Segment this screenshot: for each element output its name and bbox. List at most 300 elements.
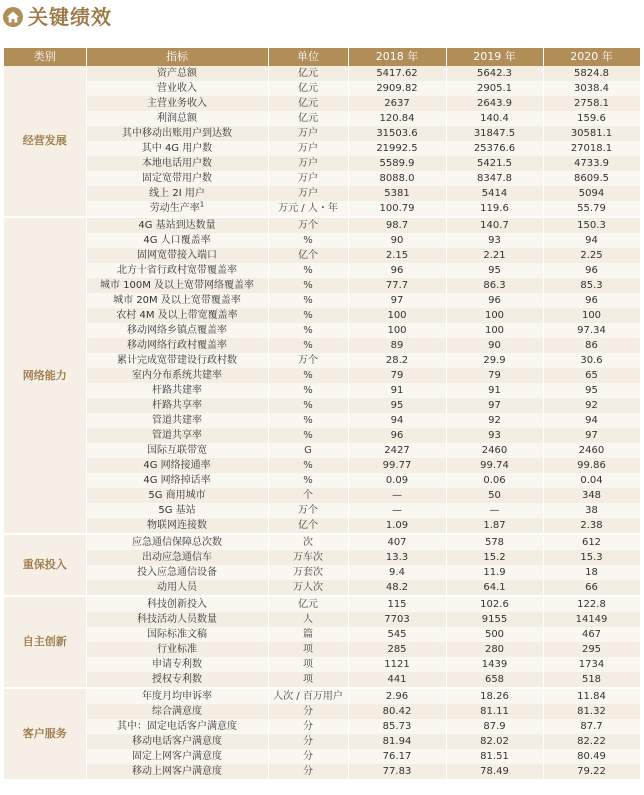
header-row [4, 48, 640, 66]
unit-cell: 分 [268, 704, 348, 719]
value-cell-2018: 48.2 [348, 580, 446, 596]
indicator-label: 国际互联带宽 [147, 444, 207, 456]
title-bar [0, 0, 644, 36]
value-cell-2019: 25376.6 [446, 141, 543, 156]
indicator-cell [86, 278, 268, 293]
unit-cell: % [268, 263, 348, 278]
value-cell-2020: 14149 [543, 612, 640, 627]
value-cell-2020: 30581.1 [543, 126, 640, 141]
indicator-cell [86, 518, 268, 534]
value-cell-2020: 8609.5 [543, 171, 640, 186]
value-cell-2018: 80.42 [348, 704, 446, 719]
value-cell-2020: 38 [543, 503, 640, 518]
value-cell-2019: 97 [446, 398, 543, 413]
value-cell-2020: 1734 [543, 657, 640, 672]
value-cell-2019: 100 [446, 308, 543, 323]
value-cell-2018: 100.79 [348, 201, 446, 217]
indicator-label: 杆路共建率 [152, 384, 202, 396]
value-cell-2019: 90 [446, 338, 543, 353]
value-cell-2020: 94 [543, 413, 640, 428]
value-cell-2018: 2909.82 [348, 81, 446, 96]
value-cell-2018: — [348, 488, 446, 503]
unit-cell: 项 [268, 672, 348, 688]
value-cell-2019: 29.9 [446, 353, 543, 368]
value-cell-2020: 518 [543, 672, 640, 688]
value-cell-2019: 79 [446, 368, 543, 383]
table-row [4, 657, 640, 672]
table-row [4, 66, 640, 81]
value-cell-2018: 1.09 [348, 518, 446, 534]
unit-cell: 次 [268, 534, 348, 550]
unit-cell: 万个 [268, 217, 348, 233]
value-cell-2019: 500 [446, 627, 543, 642]
value-cell-2019: 658 [446, 672, 543, 688]
value-cell-2019: 81.11 [446, 704, 543, 719]
value-cell-2019: 96 [446, 293, 543, 308]
value-cell-2020: 122.8 [543, 596, 640, 612]
table-row [4, 627, 640, 642]
value-cell-2020: 150.3 [543, 217, 640, 233]
unit-cell: % [268, 338, 348, 353]
value-cell-2019: 95 [446, 263, 543, 278]
table-row [4, 217, 640, 233]
unit-cell: 个 [268, 488, 348, 503]
value-cell-2019: 2905.1 [446, 81, 543, 96]
indicator-label: 管道共建率 [152, 414, 202, 426]
value-cell-2019: 1.87 [446, 518, 543, 534]
value-cell-2018: 96 [348, 263, 446, 278]
value-cell-2020: 86 [543, 338, 640, 353]
table-row [4, 248, 640, 263]
value-cell-2020: 87.7 [543, 719, 640, 734]
value-cell-2018: 90 [348, 233, 446, 248]
indicator-label: 劳动生产率 [149, 202, 200, 214]
value-cell-2020: 27018.1 [543, 141, 640, 156]
indicator-label: 城市 100M 及以上宽带网络覆盖率 [99, 279, 255, 291]
value-cell-2018: 99.77 [348, 458, 446, 473]
indicator-cell [86, 323, 268, 338]
indicator-cell [86, 126, 268, 141]
value-cell-2020: 96 [543, 293, 640, 308]
table-row [4, 704, 640, 719]
indicator-cell [86, 233, 268, 248]
value-cell-2020: 5824.8 [543, 66, 640, 81]
table-row [4, 428, 640, 443]
table-row [4, 141, 640, 156]
table-row [4, 688, 640, 704]
unit-cell: 万户 [268, 126, 348, 141]
table-row [4, 473, 640, 488]
table-row [4, 596, 640, 612]
value-cell-2018: 7703 [348, 612, 446, 627]
value-cell-2019: 100 [446, 323, 543, 338]
indicator-cell [86, 111, 268, 126]
value-cell-2019: 2.21 [446, 248, 543, 263]
value-cell-2018: 2637 [348, 96, 446, 111]
kpi-table [4, 48, 641, 781]
value-cell-2019: 2643.9 [446, 96, 543, 111]
value-cell-2019: 140.4 [446, 111, 543, 126]
indicator-cell [86, 383, 268, 398]
value-cell-2019: 5421.5 [446, 156, 543, 171]
value-cell-2019: 99.74 [446, 458, 543, 473]
indicator-label: 4G 人口覆盖率 [143, 234, 211, 246]
value-cell-2019: 8347.8 [446, 171, 543, 186]
indicator-cell [86, 66, 268, 81]
indicator-cell [86, 627, 268, 642]
table-row [4, 719, 640, 734]
indicator-cell [86, 473, 268, 488]
table-row [4, 749, 640, 764]
value-cell-2018: 76.17 [348, 749, 446, 764]
value-cell-2019: 87.9 [446, 719, 543, 734]
table-row [4, 642, 640, 657]
home-icon [3, 7, 23, 27]
value-cell-2018: 95 [348, 398, 446, 413]
indicator-label: 行业标准 [157, 643, 197, 655]
indicator-label: 城市 20M 及以上宽带覆盖率 [113, 294, 241, 306]
value-cell-2020: 2460 [543, 443, 640, 458]
unit-cell: G [268, 443, 348, 458]
indicator-label: 移动电话客户满意度 [132, 735, 222, 747]
value-cell-2019: 119.6 [446, 201, 543, 217]
indicator-cell [86, 719, 268, 734]
value-cell-2018: 98.7 [348, 217, 446, 233]
value-cell-2020: 79.22 [543, 764, 640, 780]
indicator-label: 综合满意度 [152, 705, 202, 717]
unit-cell: 篇 [268, 627, 348, 642]
unit-cell: 亿个 [268, 518, 348, 534]
unit-cell: 亿元 [268, 81, 348, 96]
table-row [4, 383, 640, 398]
indicator-cell [86, 217, 268, 233]
unit-cell: 亿元 [268, 111, 348, 126]
table-row [4, 293, 640, 308]
category-business-development: 经营发展 [4, 66, 86, 217]
table-row [4, 534, 640, 550]
unit-cell: 人 [268, 612, 348, 627]
indicator-label: 出动应急通信车 [142, 551, 212, 563]
unit-cell: 分 [268, 734, 348, 749]
table-row [4, 278, 640, 293]
value-cell-2018: 5417.62 [348, 66, 446, 81]
value-cell-2018: 5381 [348, 186, 446, 201]
indicator-cell [86, 443, 268, 458]
value-cell-2018: — [348, 503, 446, 518]
header-category: 类别 [4, 48, 86, 66]
indicator-cell [86, 186, 268, 201]
indicator-label: 国际标准文稿 [147, 628, 207, 640]
table-row [4, 186, 640, 201]
value-cell-2020: 467 [543, 627, 640, 642]
table-row [4, 565, 640, 580]
indicator-label: 年度月均申诉率 [142, 690, 212, 702]
value-cell-2018: 8088.0 [348, 171, 446, 186]
category-emergency-support: 重保投入 [4, 534, 86, 596]
value-cell-2018: 96 [348, 428, 446, 443]
indicator-cell [86, 503, 268, 518]
table-row [4, 518, 640, 534]
indicator-cell [86, 749, 268, 764]
indicator-label: 其中：固定电话客户满意度 [117, 720, 237, 732]
unit-cell: % [268, 368, 348, 383]
table-row [4, 308, 640, 323]
unit-cell: % [268, 428, 348, 443]
value-cell-2020: 2758.1 [543, 96, 640, 111]
unit-cell: % [268, 233, 348, 248]
value-cell-2018: 81.94 [348, 734, 446, 749]
unit-cell: 万套次 [268, 565, 348, 580]
value-cell-2019: 102.6 [446, 596, 543, 612]
indicator-label: 科技创新投入 [147, 598, 207, 610]
indicator-label: 4G 网络接通率 [143, 459, 211, 471]
indicator-label: 科技活动人员数量 [137, 613, 217, 625]
value-cell-2018: 97 [348, 293, 446, 308]
indicator-label: 其中 4G 用户数 [141, 142, 213, 154]
indicator-cell [86, 580, 268, 596]
value-cell-2019: 280 [446, 642, 543, 657]
kpi-table-body [4, 66, 640, 780]
value-cell-2019: 92 [446, 413, 543, 428]
indicator-label: 投入应急通信设备 [137, 566, 217, 578]
category-network-capability: 网络能力 [4, 217, 86, 534]
indicator-label: 移动网络行政村覆盖率 [127, 339, 227, 351]
value-cell-2020: 18 [543, 565, 640, 580]
value-cell-2020: 2.38 [543, 518, 640, 534]
table-row [4, 233, 640, 248]
indicator-label: 利润总额 [157, 112, 197, 124]
value-cell-2018: 1121 [348, 657, 446, 672]
unit-cell: 万人次 [268, 580, 348, 596]
value-cell-2020: 612 [543, 534, 640, 550]
value-cell-2018: 77.7 [348, 278, 446, 293]
value-cell-2020: 99.86 [543, 458, 640, 473]
table-row [4, 263, 640, 278]
indicator-label: 线上 2I 用户 [149, 187, 205, 199]
indicator-label: 营业收入 [157, 82, 197, 94]
indicator-cell [86, 248, 268, 263]
value-cell-2019: 11.9 [446, 565, 543, 580]
table-row [4, 503, 640, 518]
value-cell-2019: 1439 [446, 657, 543, 672]
value-cell-2018: 0.09 [348, 473, 446, 488]
indicator-label: 移动上网客户满意度 [132, 765, 222, 777]
value-cell-2020: 80.49 [543, 749, 640, 764]
value-cell-2020: 97.34 [543, 323, 640, 338]
indicator-label: 主营业务收入 [147, 97, 207, 109]
indicator-cell [86, 293, 268, 308]
value-cell-2020: 100 [543, 308, 640, 323]
value-cell-2020: 348 [543, 488, 640, 503]
value-cell-2019: 9155 [446, 612, 543, 627]
table-row [4, 443, 640, 458]
value-cell-2018: 100 [348, 308, 446, 323]
indicator-cell [86, 642, 268, 657]
indicator-label: 物联网连接数 [147, 519, 207, 531]
indicator-cell [86, 534, 268, 550]
value-cell-2019: 5414 [446, 186, 543, 201]
indicator-label: 授权专利数 [152, 673, 202, 685]
table-row [4, 126, 640, 141]
value-cell-2018: 77.83 [348, 764, 446, 780]
unit-cell: 亿个 [268, 248, 348, 263]
unit-cell: 万元 / 人・年 [268, 201, 348, 217]
value-cell-2020: 55.79 [543, 201, 640, 217]
unit-cell: 项 [268, 657, 348, 672]
unit-cell: 万户 [268, 156, 348, 171]
value-cell-2019: — [446, 503, 543, 518]
header-year-2020: 2020 年 [543, 48, 640, 66]
table-row [4, 201, 640, 217]
indicator-label: 累计完成宽带建设行政村数 [117, 354, 237, 366]
indicator-cell [86, 612, 268, 627]
indicator-cell [86, 458, 268, 473]
indicator-cell [86, 338, 268, 353]
indicator-cell [86, 704, 268, 719]
unit-cell: % [268, 473, 348, 488]
value-cell-2020: 30.6 [543, 353, 640, 368]
indicator-cell [86, 550, 268, 565]
value-cell-2020: 4733.9 [543, 156, 640, 171]
unit-cell: 分 [268, 719, 348, 734]
value-cell-2019: 578 [446, 534, 543, 550]
indicator-label: 动用人员 [157, 581, 197, 593]
indicator-cell [86, 263, 268, 278]
unit-cell: 亿元 [268, 66, 348, 81]
indicator-label: 申请专利数 [152, 658, 202, 670]
indicator-cell [86, 156, 268, 171]
table-row [4, 156, 640, 171]
value-cell-2020: 3038.4 [543, 81, 640, 96]
table-row [4, 612, 640, 627]
indicator-label: 应急通信保障总次数 [132, 536, 222, 548]
value-cell-2020: 85.3 [543, 278, 640, 293]
value-cell-2018: 13.3 [348, 550, 446, 565]
unit-cell: 分 [268, 749, 348, 764]
value-cell-2019: 86.3 [446, 278, 543, 293]
category-customer-service: 客户服务 [4, 688, 86, 780]
header-indicator: 指标 [86, 48, 268, 66]
value-cell-2019: 93 [446, 428, 543, 443]
indicator-cell [86, 672, 268, 688]
value-cell-2020: 97 [543, 428, 640, 443]
table-row [4, 580, 640, 596]
indicator-label: 管道共享率 [152, 429, 202, 441]
unit-cell: 人次 / 百万用户 [268, 688, 348, 704]
value-cell-2018: 120.84 [348, 111, 446, 126]
indicator-cell [86, 141, 268, 156]
indicator-label: 4G 网络掉话率 [143, 474, 211, 486]
indicator-cell [86, 657, 268, 672]
value-cell-2018: 115 [348, 596, 446, 612]
indicator-cell [86, 428, 268, 443]
table-row [4, 353, 640, 368]
indicator-label: 固网宽带接入端口 [137, 249, 217, 261]
category-innovation: 自主创新 [4, 596, 86, 688]
indicator-label: 资产总额 [157, 67, 197, 79]
value-cell-2019: 93 [446, 233, 543, 248]
indicator-label: 室内分布系统共建率 [132, 369, 222, 381]
indicator-label: 北方十省行政村宽带覆盖率 [117, 264, 237, 276]
indicator-cell [86, 81, 268, 96]
unit-cell: 万车次 [268, 550, 348, 565]
value-cell-2019: 15.2 [446, 550, 543, 565]
indicator-cell [86, 565, 268, 580]
value-cell-2019: 81.51 [446, 749, 543, 764]
unit-cell: % [268, 398, 348, 413]
unit-cell: 亿元 [268, 96, 348, 111]
indicator-label: 固定宽带用户数 [142, 172, 212, 184]
footnote-marker: 1 [199, 201, 205, 209]
value-cell-2020: 92 [543, 398, 640, 413]
value-cell-2019: 18.26 [446, 688, 543, 704]
value-cell-2020: 295 [543, 642, 640, 657]
value-cell-2020: 82.22 [543, 734, 640, 749]
value-cell-2018: 5589.9 [348, 156, 446, 171]
unit-cell: 亿元 [268, 596, 348, 612]
value-cell-2020: 96 [543, 263, 640, 278]
header-year-2019: 2019 年 [446, 48, 543, 66]
indicator-cell [86, 353, 268, 368]
unit-cell: % [268, 278, 348, 293]
value-cell-2018: 89 [348, 338, 446, 353]
value-cell-2018: 85.73 [348, 719, 446, 734]
value-cell-2018: 545 [348, 627, 446, 642]
indicator-cell [86, 398, 268, 413]
value-cell-2018: 28.2 [348, 353, 446, 368]
value-cell-2018: 31503.6 [348, 126, 446, 141]
table-row [4, 488, 640, 503]
indicator-cell [86, 764, 268, 780]
value-cell-2018: 94 [348, 413, 446, 428]
unit-cell: 万户 [268, 171, 348, 186]
indicator-label: 农村 4M 及以上带宽覆盖率 [116, 309, 238, 321]
value-cell-2018: 91 [348, 383, 446, 398]
indicator-cell [86, 596, 268, 612]
indicator-cell [86, 413, 268, 428]
value-cell-2020: 5094 [543, 186, 640, 201]
value-cell-2018: 2427 [348, 443, 446, 458]
indicator-cell [86, 368, 268, 383]
indicator-cell [86, 688, 268, 704]
indicator-label: 5G 基站 [158, 504, 196, 516]
value-cell-2020: 15.3 [543, 550, 640, 565]
table-row [4, 368, 640, 383]
unit-cell: 分 [268, 764, 348, 780]
unit-cell: % [268, 458, 348, 473]
value-cell-2019: 2460 [446, 443, 543, 458]
value-cell-2020: 95 [543, 383, 640, 398]
unit-cell: 项 [268, 642, 348, 657]
indicator-cell [86, 96, 268, 111]
value-cell-2019: 140.7 [446, 217, 543, 233]
indicator-cell [86, 171, 268, 186]
value-cell-2018: 407 [348, 534, 446, 550]
table-row [4, 111, 640, 126]
table-row [4, 764, 640, 780]
indicator-cell [86, 201, 268, 217]
table-row [4, 398, 640, 413]
value-cell-2020: 94 [543, 233, 640, 248]
value-cell-2019: 82.02 [446, 734, 543, 749]
indicator-label: 4G 基站到达数量 [138, 219, 216, 231]
unit-cell: % [268, 383, 348, 398]
value-cell-2018: 100 [348, 323, 446, 338]
value-cell-2019: 50 [446, 488, 543, 503]
value-cell-2019: 0.06 [446, 473, 543, 488]
value-cell-2018: 21992.5 [348, 141, 446, 156]
indicator-label: 其中移动出账用户到达数 [122, 127, 232, 139]
